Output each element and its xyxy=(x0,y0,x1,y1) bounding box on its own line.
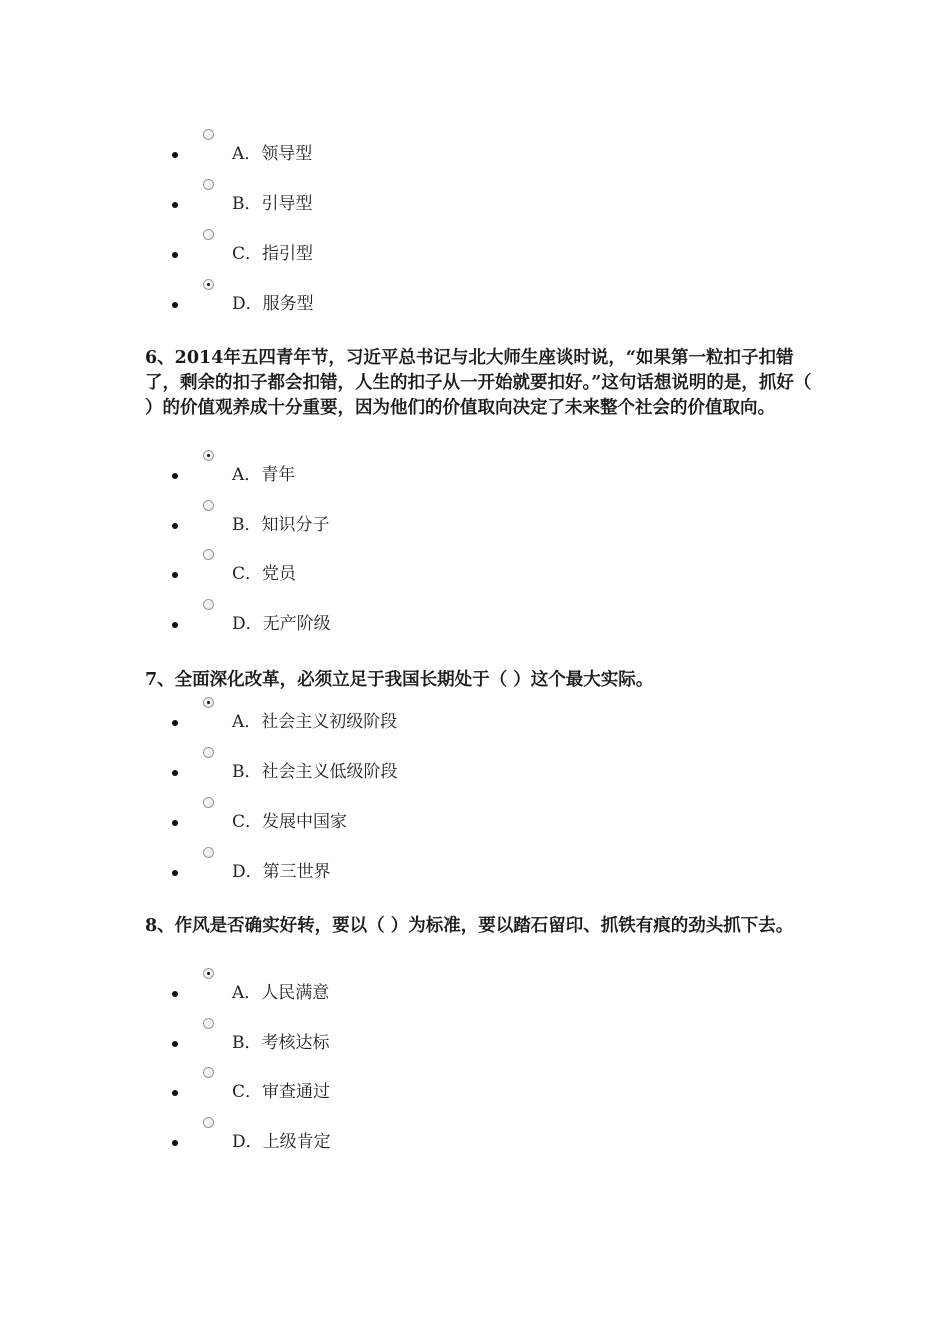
radio-button[interactable] xyxy=(203,697,214,708)
option-5a[interactable] xyxy=(0,128,700,168)
radio-button[interactable] xyxy=(203,847,214,858)
option-label: C．党员 xyxy=(232,564,297,584)
option-label: C．指引型 xyxy=(232,244,314,264)
bullet-icon xyxy=(172,820,178,826)
option-8c[interactable] xyxy=(0,1066,700,1106)
option-label: A．青年 xyxy=(232,465,296,485)
bullet-icon xyxy=(172,991,178,997)
option-7a[interactable] xyxy=(0,696,700,736)
bullet-icon xyxy=(172,1090,178,1096)
radio-dot-icon xyxy=(207,701,210,704)
option-8a[interactable] xyxy=(0,967,700,1007)
radio-dot-icon xyxy=(207,972,210,975)
radio-button[interactable] xyxy=(203,1067,214,1078)
option-8b[interactable] xyxy=(0,1017,700,1057)
option-label: B．知识分子 xyxy=(232,515,330,535)
option-label: B．考核达标 xyxy=(232,1033,330,1053)
question-8-text: 8、作风是否确实好转，要以（ ）为标准，要以踏石留印、抓铁有痕的劲头抓下去。 xyxy=(145,916,794,936)
bullet-icon xyxy=(172,523,178,529)
option-6d[interactable] xyxy=(0,598,700,638)
option-8d[interactable] xyxy=(0,1116,700,1156)
option-7b[interactable] xyxy=(0,746,700,786)
radio-dot-icon xyxy=(207,283,210,286)
bullet-icon xyxy=(172,1041,178,1047)
radio-button[interactable] xyxy=(203,599,214,610)
bullet-icon xyxy=(172,473,178,479)
radio-button[interactable] xyxy=(203,797,214,808)
option-6b[interactable] xyxy=(0,499,700,539)
option-label: C．发展中国家 xyxy=(232,812,348,832)
radio-button[interactable] xyxy=(203,1018,214,1029)
question-6-text: 6、2014年五四青年节，习近平总书记与北大师生座谈时说，“如果第一粒扣子扣错了，剩余的扣子都会扣错，人生的扣子从一开始就要扣好。”这句话想说明的是，抓好（ ）的价值观养成十分重要，因为他们的价值取向决定了未来整个社会的价值取向。 xyxy=(145,348,812,418)
question-7-text: 7、全面深化改革，必须立足于我国长期处于（ ）这个最大实际。 xyxy=(145,670,654,690)
radio-button[interactable] xyxy=(203,1117,214,1128)
option-5b[interactable] xyxy=(0,178,700,218)
radio-button[interactable] xyxy=(203,179,214,190)
radio-button[interactable] xyxy=(203,500,214,511)
option-label: B．引导型 xyxy=(232,194,313,214)
option-label: C．审查通过 xyxy=(232,1082,331,1102)
radio-button[interactable] xyxy=(203,229,214,240)
option-6c[interactable] xyxy=(0,548,700,588)
bullet-icon xyxy=(172,720,178,726)
bullet-icon xyxy=(172,252,178,258)
bullet-icon xyxy=(172,202,178,208)
option-label: D．上级肯定 xyxy=(232,1132,331,1152)
radio-button[interactable] xyxy=(203,747,214,758)
option-label: D．服务型 xyxy=(232,294,314,314)
option-label: A．领导型 xyxy=(232,144,313,164)
bullet-icon xyxy=(172,1140,178,1146)
option-label: A．人民满意 xyxy=(232,983,330,1003)
radio-button[interactable] xyxy=(203,129,214,140)
option-5c[interactable] xyxy=(0,228,700,268)
option-label: A．社会主义初级阶段 xyxy=(232,712,398,732)
bullet-icon xyxy=(172,622,178,628)
bullet-icon xyxy=(172,572,178,578)
bullet-icon xyxy=(172,302,178,308)
option-5d[interactable] xyxy=(0,278,700,318)
radio-dot-icon xyxy=(207,454,210,457)
option-7c[interactable] xyxy=(0,796,700,836)
radio-button[interactable] xyxy=(203,279,214,290)
option-label: B．社会主义低级阶段 xyxy=(232,762,398,782)
bullet-icon xyxy=(172,152,178,158)
option-7d[interactable] xyxy=(0,846,700,886)
bullet-icon xyxy=(172,870,178,876)
radio-button[interactable] xyxy=(203,549,214,560)
bullet-icon xyxy=(172,770,178,776)
option-6a[interactable] xyxy=(0,449,700,489)
radio-button[interactable] xyxy=(203,450,214,461)
radio-button[interactable] xyxy=(203,968,214,979)
option-label: D．第三世界 xyxy=(232,862,331,882)
option-label: D．无产阶级 xyxy=(232,614,331,634)
